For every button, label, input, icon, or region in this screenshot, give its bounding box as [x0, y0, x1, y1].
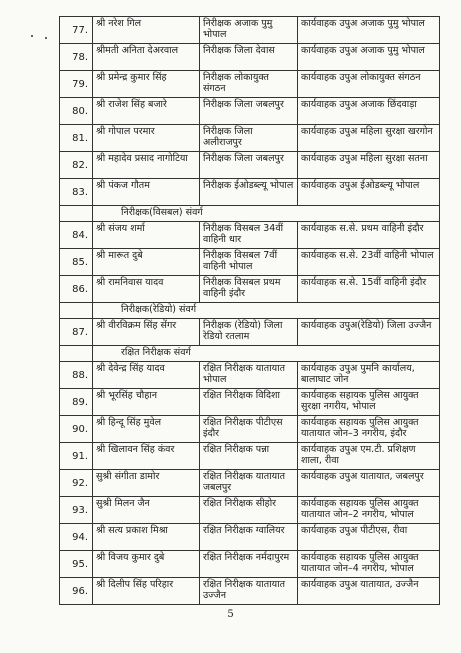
table-row — [60, 319, 440, 346]
serial-number: 89. — [60, 389, 93, 416]
serial-number: 92. — [60, 470, 93, 497]
table-row — [60, 470, 440, 497]
officer-name: श्री विजय कुमार दुबे — [93, 551, 200, 578]
officer-name: श्री दिलीप सिंह परिहार — [93, 578, 200, 605]
new-posting: कार्यवाहक सहायक पुलिस आयुक्त यातायात जोन–4 नगरीय, भोपाल — [298, 551, 440, 578]
current-posting: रक्षित निरीक्षक पन्ना — [200, 443, 298, 470]
table-row — [60, 44, 440, 71]
table-row — [60, 179, 440, 206]
officer-name: श्री देवेन्द्र सिंह यादव — [93, 362, 200, 389]
section-header-row — [60, 346, 440, 362]
new-posting: कार्यवाहक उपुअ पुमनि कार्यालय, बालाघाट जोन — [298, 362, 440, 389]
new-posting: कार्यवाहक उपुअ यातायात, जबलपुर — [298, 470, 440, 497]
current-posting: रक्षित निरीक्षक यातायात उज्जैन — [200, 578, 298, 605]
serial-number: 91. — [60, 443, 93, 470]
new-posting: कार्यवाहक स.से. प्रथम वाहिनी इंदौर — [298, 222, 440, 249]
current-posting: निरीक्षक जिला जबलपुर — [200, 152, 298, 179]
new-posting: कार्यवाहक स.से. 15वीं वाहिनी इंदौर — [298, 276, 440, 303]
current-posting: रक्षित निरीक्षक यातायात भोपाल — [200, 362, 298, 389]
table-row — [60, 578, 440, 605]
serial-number: 86. — [60, 276, 93, 303]
current-posting: निरीक्षक विसबल प्रथम वाहिनी इंदौर — [200, 276, 298, 303]
officer-name: श्री रामनिवास यादव — [93, 276, 200, 303]
serial-number: 93. — [60, 497, 93, 524]
officer-name: श्री महादेव प्रसाद नागोटिया — [93, 152, 200, 179]
new-posting: कार्यवाहक उपुअ ईओडब्ल्यू भोपाल — [298, 179, 440, 206]
officer-name: श्री नरेश गिल — [93, 17, 200, 44]
officer-name: सुश्री मिलन जैन — [93, 497, 200, 524]
serial-number: 88. — [60, 362, 93, 389]
officer-name: श्री वीरविक्रम सिंह सेंगर — [93, 319, 200, 346]
new-posting: कार्यवाहक उपुअ पीटीएस, रीवा — [298, 524, 440, 551]
table-row — [60, 17, 440, 44]
new-posting: कार्यवाहक सहायक पुलिस आयुक्त यातायात जोन–3 नगरीय, इंदौर — [298, 416, 440, 443]
section-num-cell — [60, 346, 93, 362]
officer-name: श्री गोपाल परमार — [93, 125, 200, 152]
table-row — [60, 443, 440, 470]
table-row — [60, 222, 440, 249]
serial-number: 81. — [60, 125, 93, 152]
current-posting: निरीक्षक जिला अलीराजपुर — [200, 125, 298, 152]
section-title: रक्षित निरीक्षक संवर्ग — [93, 346, 440, 362]
table-row — [60, 71, 440, 98]
new-posting: कार्यवाहक उपुअ एम.टी. प्रशिक्षण शाला, रीवा — [298, 443, 440, 470]
officer-name: श्री भूरसिंह चौहान — [93, 389, 200, 416]
serial-number: 90. — [60, 416, 93, 443]
new-posting: कार्यवाहक सहायक पुलिस आयुक्त यातायात जोन–2 नगरीय, भोपाल — [298, 497, 440, 524]
current-posting: निरीक्षक विसबल 7वीं वाहिनी भोपाल — [200, 249, 298, 276]
new-posting: कार्यवाहक उपुअ अजाक छिंदवाड़ा — [298, 98, 440, 125]
officer-name: श्रीमती अनिता देअरवाल — [93, 44, 200, 71]
new-posting: कार्यवाहक उपुअ अजाक पुमु भोपाल — [298, 44, 440, 71]
current-posting: रक्षित निरीक्षक विदिशा — [200, 389, 298, 416]
scan-mark — [45, 37, 47, 39]
serial-number: 85. — [60, 249, 93, 276]
serial-number: 83. — [60, 179, 93, 206]
table-row — [60, 98, 440, 125]
new-posting: कार्यवाहक स.से. 23वीं वाहिनी भोपाल — [298, 249, 440, 276]
officer-name: श्री मारूत दुबे — [93, 249, 200, 276]
officer-name: श्री हिन्दू सिंह मुवेल — [93, 416, 200, 443]
section-num-cell — [60, 206, 93, 222]
serial-number: 78. — [60, 44, 93, 71]
transfer-table — [59, 16, 440, 605]
new-posting: कार्यवाहक सहायक पुलिस आयुक्त सुरक्षा नगरीय, भोपाल — [298, 389, 440, 416]
current-posting: निरीक्षक (रेडियो) जिला रेडियो रतलाम — [200, 319, 298, 346]
serial-number: 84. — [60, 222, 93, 249]
serial-number: 95. — [60, 551, 93, 578]
current-posting: रक्षित निरीक्षक सीहोर — [200, 497, 298, 524]
officer-name: सुश्री संगीता डामोर — [93, 470, 200, 497]
new-posting: कार्यवाहक उपुअ महिला सुरक्षा सतना — [298, 152, 440, 179]
serial-number: 96. — [60, 578, 93, 605]
page-number: 5 — [227, 609, 234, 620]
current-posting: रक्षित निरीक्षक नर्मदापुरम — [200, 551, 298, 578]
serial-number: 82. — [60, 152, 93, 179]
section-header-row — [60, 303, 440, 319]
current-posting: निरीक्षक जिला देवास — [200, 44, 298, 71]
table-row — [60, 551, 440, 578]
section-header-row — [60, 206, 440, 222]
serial-number: 77. — [60, 17, 93, 44]
table-row — [60, 152, 440, 179]
transfer-table-body — [60, 17, 440, 605]
table-row — [60, 125, 440, 152]
new-posting: कार्यवाहक उपुअ महिला सुरक्षा खरगोन — [298, 125, 440, 152]
officer-name: श्री खिलावन सिंह कंवर — [93, 443, 200, 470]
current-posting: रक्षित निरीक्षक पीटीएस इंदौर — [200, 416, 298, 443]
new-posting: कार्यवाहक उपुअ(रेडियो) जिला उज्जैन — [298, 319, 440, 346]
new-posting: कार्यवाहक उपुअ यातायात, उज्जैन — [298, 578, 440, 605]
table-row — [60, 389, 440, 416]
current-posting: निरीक्षक अजाक पुमु भोपाल — [200, 17, 298, 44]
table-row — [60, 416, 440, 443]
officer-name: श्री सत्य प्रकाश मिश्रा — [93, 524, 200, 551]
current-posting: निरीक्षक लोकायुक्त संगठन — [200, 71, 298, 98]
table-row — [60, 276, 440, 303]
current-posting: निरीक्षक ईओडब्ल्यू भोपाल — [200, 179, 298, 206]
officer-name: श्री पंकज गौतम — [93, 179, 200, 206]
new-posting: कार्यवाहक उपुअ लोकायुक्त संगठन — [298, 71, 440, 98]
new-posting: कार्यवाहक उपुअ अजाक पुमु भोपाल — [298, 17, 440, 44]
current-posting: निरीक्षक विसबल 34वीं वाहिनी धार — [200, 222, 298, 249]
section-title: निरीक्षक(विसबल) संवर्ग — [93, 206, 440, 222]
serial-number: 79. — [60, 71, 93, 98]
section-title: निरीक्षक(रेडियो) संवर्ग — [93, 303, 440, 319]
table-row — [60, 249, 440, 276]
section-num-cell — [60, 303, 93, 319]
officer-name: श्री प्रमेन्द्र कुमार सिंह — [93, 71, 200, 98]
table-row — [60, 524, 440, 551]
officer-name: श्री संजय शर्मा — [93, 222, 200, 249]
serial-number: 80. — [60, 98, 93, 125]
table-row — [60, 362, 440, 389]
serial-number: 87. — [60, 319, 93, 346]
officer-name: श्री राजेश सिंह बजारे — [93, 98, 200, 125]
current-posting: रक्षित निरीक्षक यातायात जबलपुर — [200, 470, 298, 497]
table-row — [60, 497, 440, 524]
current-posting: निरीक्षक जिला जबलपुर — [200, 98, 298, 125]
current-posting: रक्षित निरीक्षक ग्वालियर — [200, 524, 298, 551]
scan-mark — [31, 35, 33, 37]
serial-number: 94. — [60, 524, 93, 551]
